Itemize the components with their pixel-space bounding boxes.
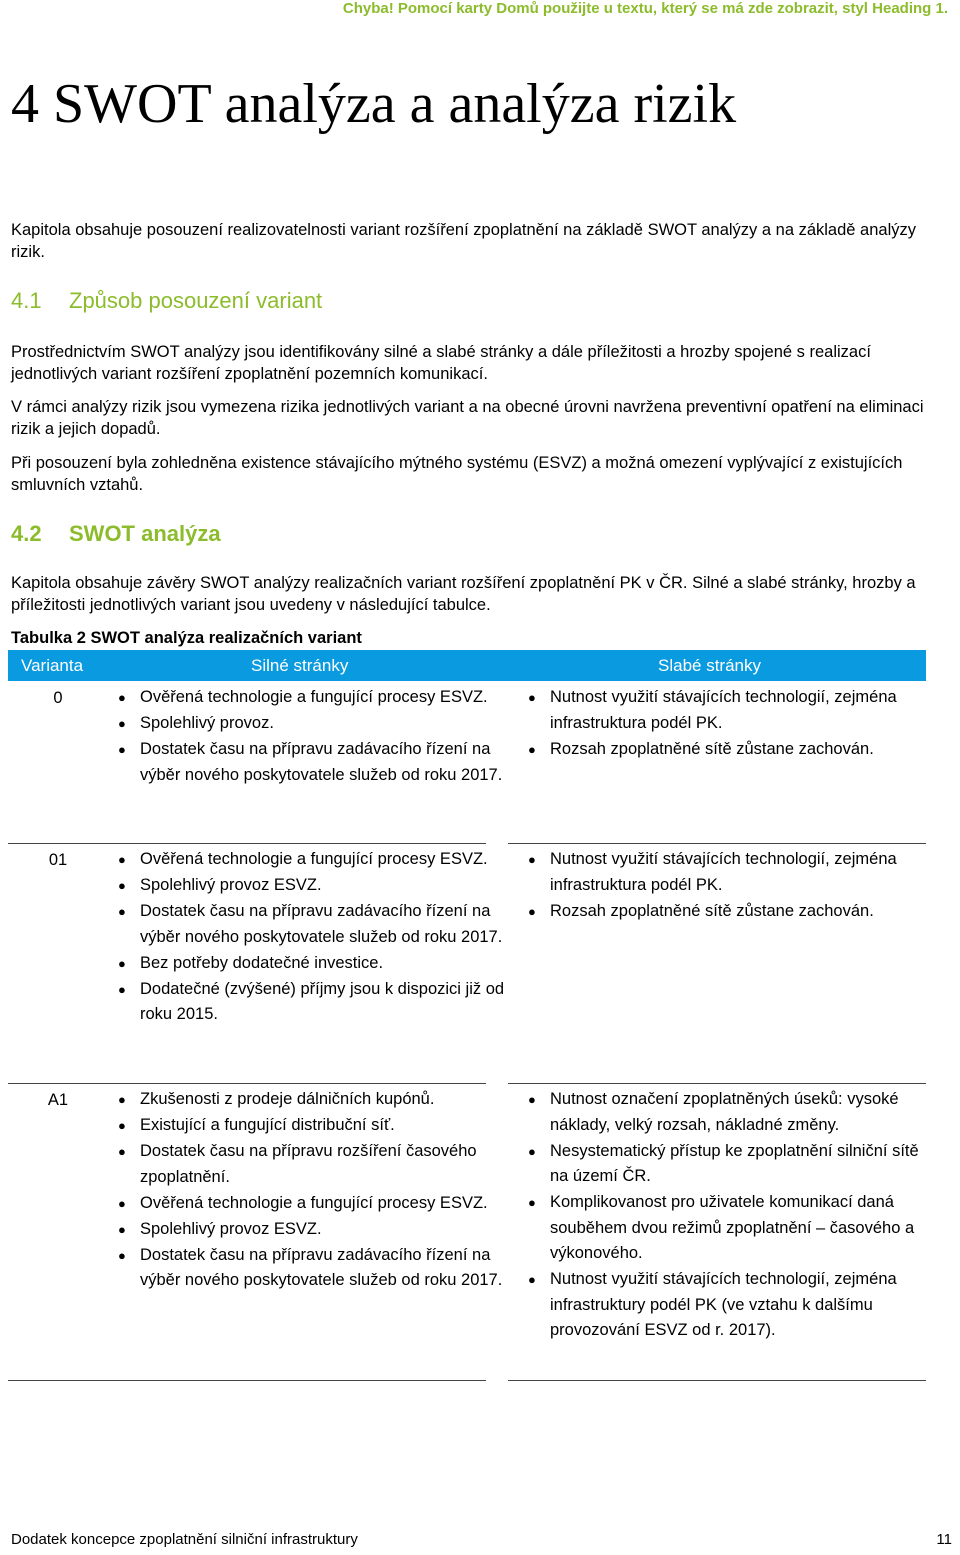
bullet-icon: ● [528, 903, 536, 919]
bullet-icon: ● [118, 878, 126, 893]
section-paragraph: Při posouzení byla zohledněna existence stávajícího mýtného systému (ESVZ) a možná omezení vyplývající z existujících smluvních vztahů. [11, 454, 903, 494]
list-item: ● Spolehlivý provoz ESVZ. [140, 1217, 525, 1243]
bullet-icon: ● [118, 742, 126, 757]
page-footer [11, 1531, 956, 1549]
list-item: ● Nutnost využití stávajících technologií, zejména infrastruktury podél PK (ve vztahu k dalšímu provozování ESVZ od r. 2017). [550, 1267, 920, 1344]
list-item: ● Existující a fungující distribuční síť. [140, 1113, 525, 1139]
bullet-icon: ● [118, 852, 126, 867]
header-strong: Silné stránky [251, 656, 349, 675]
table-bottom-rule [8, 1380, 486, 1381]
bullet-icon: ● [118, 1118, 126, 1133]
row-divider [508, 1083, 926, 1084]
section-paragraph: V rámci analýzy rizik jsou vymezena rizika jednotlivých variant a na obecné úrovni navržena preventivní opatření na eliminaci rizik a jejich dopadů. [11, 398, 924, 438]
header-error-message: Chyba! Pomocí karty Domů použijte u textu, který se má zde zobrazit, styl Heading 1. [342, 0, 948, 17]
variant-cell: 0 [53, 689, 63, 707]
bullet-icon: ● [118, 955, 126, 971]
section-heading-4-1 [11, 287, 322, 315]
list-item: ● Spolehlivý provoz. [140, 711, 525, 737]
list-item: ● Nutnost označení zpoplatněných úseků: vysoké náklady, velký rozsah, nákladné změny. [550, 1087, 920, 1138]
section-number: 4.1 [11, 288, 42, 313]
bullet-icon: ● [528, 1272, 536, 1287]
list-item: ● Dostatek času na přípravu zadávacího řízení na výběr nového poskytovatele služeb od roku 2017. [140, 737, 525, 788]
bullet-icon: ● [528, 690, 536, 705]
bullet-icon: ● [118, 1221, 126, 1237]
bullet-icon: ● [118, 1195, 126, 1211]
list-item: ● Ověřená technologie a fungující procesy ESVZ. [140, 685, 525, 711]
section-paragraph: Prostřednictvím SWOT analýzy jsou identifikovány silné a slabé stránky a dále příležitosti a hrozby spojené s realizací jednotlivých variant rozšíření zpoplatnění pozemních komunikací. [11, 343, 871, 383]
intro-paragraph: Kapitola obsahuje posouzení realizovatelnosti variant rozšíření zpoplatnění na základě SWOT analýzy a na základě analýzy rizik. [11, 221, 916, 261]
list-item: ● Komplikovanost pro uživatele komunikací daná souběhem dvou režimů zpoplatnění – časového a výkonového. [550, 1190, 920, 1267]
list-item: ● Ověřená technologie a fungující procesy ESVZ. [140, 1191, 525, 1217]
section-number: 4.2 [11, 521, 42, 546]
weak-points-list [528, 685, 920, 763]
variant-cell: A1 [47, 1091, 69, 1109]
bullet-icon: ● [118, 981, 126, 997]
weak-points-list [528, 847, 920, 925]
bullet-icon: ● [118, 904, 126, 919]
list-item: ● Nutnost využití stávajících technologií, zejména infrastruktura podél PK. [550, 847, 920, 898]
section-paragraph: Kapitola obsahuje závěry SWOT analýzy realizačních variant rozšíření zpoplatnění PK v ČR. Silné a slabé stránky, hrozby a příležitosti jednotlivých variant jsou uvedeny v následující tabulce. [11, 574, 916, 614]
bullet-icon: ● [528, 1143, 536, 1159]
row-divider [8, 1083, 486, 1084]
list-item: ● Spolehlivý provoz ESVZ. [140, 873, 525, 899]
list-item: ● Nesystematický přístup ke zpoplatnění silniční sítě na území ČR. [550, 1139, 920, 1190]
bullet-icon: ● [528, 1092, 536, 1107]
weak-points-list [528, 1087, 920, 1344]
bullet-icon: ● [118, 1092, 126, 1107]
bullet-icon: ● [528, 852, 536, 867]
bullet-icon: ● [528, 741, 536, 757]
bullet-icon: ● [118, 716, 126, 731]
list-item: ● Rozsah zpoplatněné sítě zůstane zachován. [550, 737, 920, 763]
section-title: SWOT analýza [69, 521, 221, 546]
table-caption: Tabulka 2 SWOT analýza realizačních variant [11, 629, 362, 647]
table-bottom-rule [508, 1380, 926, 1381]
row-divider [8, 843, 486, 844]
strong-points-list [118, 1087, 525, 1294]
list-item: ● Dodatečné (zvýšené) příjmy jsou k dispozici již od roku 2015. [140, 977, 525, 1028]
footer-text: Dodatek koncepce zpoplatnění silniční infrastruktury [11, 1531, 358, 1548]
row-divider [508, 843, 926, 844]
bullet-icon: ● [118, 1144, 126, 1159]
list-item: ● Nutnost využití stávajících technologií, zejména infrastruktura podél PK. [550, 685, 920, 736]
list-item: ● Dostatek času na přípravu zadávacího řízení na výběr nového poskytovatele služeb od roku 2017. [140, 1243, 525, 1294]
list-item: ● Zkušenosti z prodeje dálničních kupónů. [140, 1087, 525, 1113]
section-heading-4-2 [11, 520, 221, 548]
list-item: ● Ověřená technologie a fungující procesy ESVZ. [140, 847, 525, 873]
table-header [8, 650, 926, 681]
bullet-icon: ● [118, 690, 126, 705]
page-title: 4 SWOT analýza a analýza rizik [11, 73, 737, 135]
bullet-icon: ● [528, 1195, 536, 1210]
header-variant: Varianta [21, 656, 84, 675]
page-number: 11 [936, 1531, 952, 1548]
header-weak: Slabé stránky [658, 656, 761, 675]
bullet-icon: ● [118, 1247, 126, 1263]
variant-cell: 01 [48, 851, 68, 869]
list-item: ● Bez potřeby dodatečné investice. [140, 951, 525, 977]
list-item: ● Dostatek času na přípravu rozšíření časového zpoplatnění. [140, 1139, 525, 1190]
strong-points-list [118, 847, 525, 1028]
strong-points-list [118, 685, 525, 789]
list-item: ● Dostatek času na přípravu zadávacího řízení na výběr nového poskytovatele služeb od roku 2017. [140, 899, 525, 950]
section-title: Způsob posouzení variant [69, 288, 323, 313]
list-item: ● Rozsah zpoplatněné sítě zůstane zachován. [550, 899, 920, 925]
